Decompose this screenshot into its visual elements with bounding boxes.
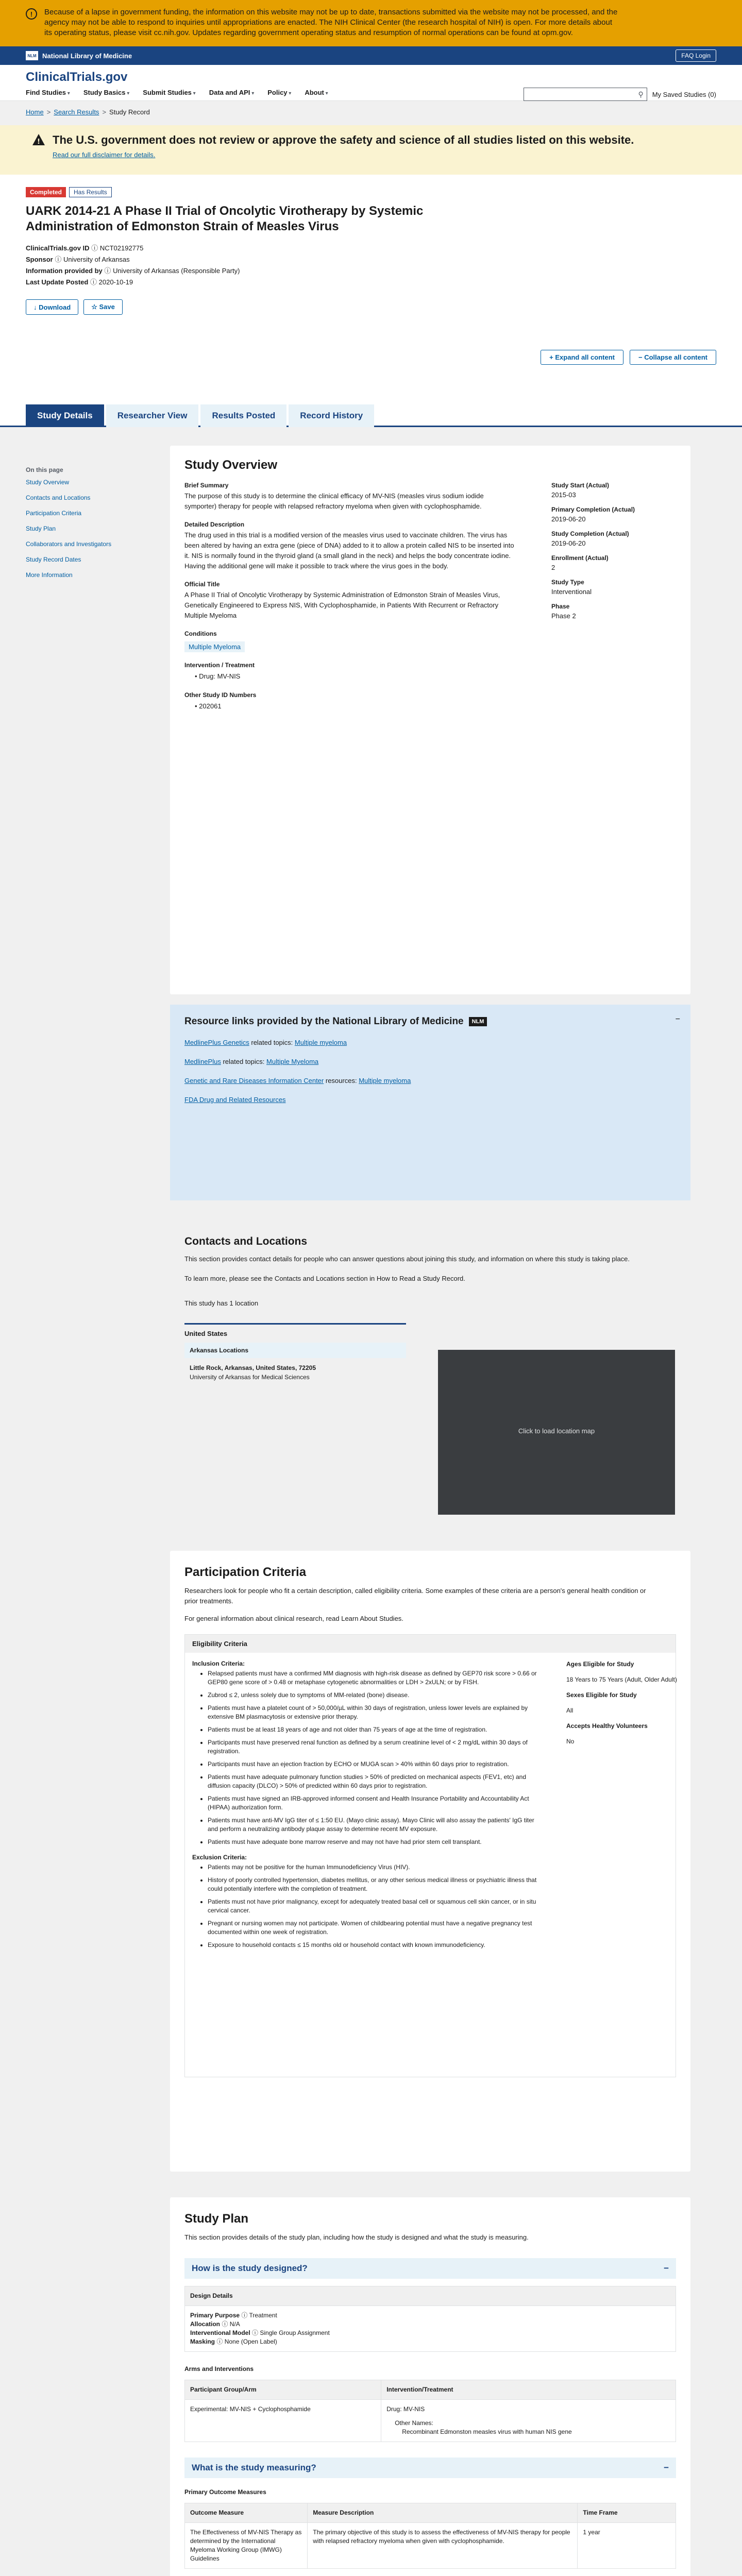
eligibility-content [185,1653,546,1961]
faq-login-link[interactable]: FAQ Login [676,49,716,62]
outcome-table [184,2503,676,2569]
exclusion-item: • Exposure to household contacts ≤ 15 months old or household contact with known immunodeficiency. [208,1941,538,1950]
contacts-learn: To learn more, please see the Contacts and Locations section in How to Read a Study Record. [184,1275,465,1282]
arms-table [184,2380,676,2442]
design-label: Interventional Model [190,2329,250,2336]
nav-policy[interactable]: Policy ▾ [267,89,291,96]
toc-record-dates[interactable]: Study Record Dates [26,556,81,563]
criteria-heading: Participation Criteria [184,1565,307,1579]
design-accordion-title: How is the study designed? [192,2263,308,2273]
study-overview [170,446,690,994]
brief-summary: The purpose of this study is to determine the clinical efficacy of MV-NIS (measles virus sodium iodide symporter) therapy for people with relapsed refractory myeloma when given with cyclophosphamide. [184,492,484,510]
resources-heading-text: Resource links provided by the National Library of Medicine [184,1016,464,1027]
criteria-intro: Researchers look for people who fit a certain description, called eligibility criteria. Some examples of these criteria are a person's general health condition or prior treatments. [184,1587,646,1605]
design-label: Primary Purpose [190,2312,240,2319]
page-toc [26,466,129,587]
tab-researcher-view[interactable]: Researcher View [106,404,199,427]
brief-label: Brief Summary [184,482,229,489]
participation-criteria [170,1551,690,2172]
official-title: A Phase II Trial of Oncolytic Virotherapy by Systemic Administration of Edmonston Strain of Measles Virus, Genetically Engineered to Express NIS, With Cyclophosphamide, in Patients With Recurrent or Refractory Multiple Myeloma [184,591,500,619]
design-head: Design Details [185,2286,676,2306]
svg-text:!: ! [37,138,40,146]
design-details [185,2306,676,2352]
other-id: 202061 [199,702,222,710]
bookmark-icon: ☆ [91,303,97,311]
inclusion-label: Inclusion Criteria: [192,1660,245,1667]
inclusion-item: • Participants must have an ejection fraction by ECHO or MUGA scan > 40% within 60 days prior to registration. [208,1760,538,1769]
resource-link[interactable]: MedlinePlus [184,1058,221,1065]
minus-icon: − [638,353,643,361]
location-list [184,1323,406,1387]
eligibility-facts [566,1660,690,1753]
download-icon: ↓ [33,303,37,311]
resource-link[interactable]: Genetic and Rare Diseases Information Center [184,1077,324,1084]
design-value: Treatment [249,2312,277,2319]
eligibility-fact-label: Accepts Healthy Volunteers [566,1722,648,1730]
official-label: Official Title [184,581,220,588]
study-meta [26,243,716,288]
resource-item [184,1077,676,1084]
nlm-tag: NLM [469,1017,487,1026]
breadcrumb-separator: > [46,108,51,116]
location-name: University of Arkansas for Medical Sciences [190,1374,310,1381]
info-icon: ⓘ [216,2338,223,2345]
last-update-label: Last Update Posted [26,278,89,286]
detailed-description: The drug used in this trial is a modified version of the measles virus used to vaccinate children. The virus has been altered by having an extra gene (piece of DNA) added to it to allow a protein called NIS to be inserted into it. NIS is normally found in the thyroid gland (a small gland in the neck) and helps the body concentrate iodine. Having the additional gene will make it possible to track where the virus goes in the body. [184,531,514,570]
warning-icon [32,133,45,146]
disclaimer-link[interactable]: Read our full disclaimer for details. [53,151,156,159]
info-icon: ⓘ [104,267,111,275]
arm-tx: Drug: MV-NIS [386,2405,425,2413]
id-icon: ⓘ [91,244,98,252]
toc-more-info[interactable]: More Information [26,571,73,579]
exclusion-item: • Pregnant or nursing women may not participate. Women of childbearing potential must have a negative pregnancy test documented within one week of registration. [208,1919,538,1937]
design-label: Allocation [190,2320,221,2328]
location-address: Little Rock, Arkansas, United States, 72205 [190,1364,316,1371]
location-item[interactable] [184,1358,406,1387]
outcome-measure: The Effectiveness of MV-NIS Therapy as determined by the International Myeloma Working Group (IMWG) Guidelines [185,2523,308,2569]
sponsor-label: Sponsor [26,256,53,263]
fact-value: Interventional [551,588,592,596]
fact-label: Study Start (Actual) [551,482,610,489]
breadcrumb [26,101,716,123]
results-badge: Has Results [69,187,112,197]
design-label: Masking [190,2338,215,2345]
study-header [0,175,742,396]
arm-intervention-cell [381,2400,676,2442]
contacts-intro: This section provides contact details for people who can answer questions about joining this study, and information on where this study is taking place. [184,1255,630,1263]
outcome-description: The primary objective of this study is to assess the effectiveness of MV-NIS therapy for people with relapsed refractory myeloma when given with cyclophosphamide. [308,2523,578,2569]
sponsor-info-icon: ⓘ [55,256,62,263]
nav-find-studies[interactable]: Find Studies ▾ [26,89,70,96]
site-title[interactable]: ClinicalTrials.gov [26,70,128,84]
collapse-icon[interactable]: − [675,1015,680,1024]
info-provider: University of Arkansas (Responsible Party) [113,267,240,275]
eligibility-fact-label: Ages Eligible for Study [566,1660,634,1668]
resource-meta: related topics: [223,1058,265,1065]
inclusion-item: • Patients must have adequate bone marrow reserve and may not have had prior stem cell transplant. [208,1838,538,1846]
expand-label: Expand all content [555,353,615,361]
exclusion-list [192,1863,538,1950]
intervention-item: • Drug: MV-NIS [195,672,241,680]
resource-item [184,1096,676,1104]
design-value: Single Group Assignment [260,2329,330,2336]
study-plan [170,2197,690,2576]
nlm-logo-text: National Library of Medicine [42,52,132,60]
resource-meta: resources: [325,1077,357,1084]
nlm-resources [170,1005,690,1200]
save-label: Save [99,303,115,311]
outcome-label: Primary Outcome Measures [184,2488,266,2496]
exclusion-item: • Patients must not have prior malignancy, except for adequately treated basal cell or squamous cell skin cancer, or in situ cervical cancer. [208,1897,538,1915]
resource-topic[interactable]: Multiple myeloma [294,1039,347,1046]
fact-label: Study Completion (Actual) [551,530,629,537]
header-right [524,88,716,101]
content-column [170,446,690,2576]
resource-meta: related topics: [251,1039,293,1046]
fact-value: 2019-06-20 [551,539,586,547]
eligibility-fact-label: Sexes Eligible for Study [566,1691,637,1699]
overview-left [184,482,514,712]
plan-intro: This section provides details of the study plan, including how the study is designed and what the study is measuring. [184,2233,529,2241]
overview-heading: Study Overview [184,458,278,472]
conditions-label: Conditions [184,630,217,637]
main-nav [26,89,328,96]
inclusion-item: • Relapsed patients must have a confirmed MM diagnosis with high-risk disease as defined by GEP70 risk score > 0.66 or GEP80 gene score of > 0.48 or metaphase cytogenetic abnormalities or LDH > 2xULN; or by FISH. [208,1669,538,1687]
eligibility-fact-value: All [566,1707,574,1714]
my-saved-studies[interactable]: My Saved Studies (0) [652,90,716,98]
design-value: N/A [229,2320,240,2328]
toc-study-overview[interactable]: Study Overview [26,479,70,486]
expand-actions [541,350,716,365]
info-icon: ⓘ [222,2320,228,2328]
resources-heading [184,1016,676,1027]
location-state: Arkansas Locations [184,1343,406,1358]
design-value: None (Open Label) [224,2338,277,2345]
toc-collaborators[interactable]: Collaborators and Investigators [26,540,112,548]
fact-label: Enrollment (Actual) [551,554,609,562]
eligibility-heading: Eligibility Criteria [185,1635,676,1653]
fact-label: Study Type [551,579,584,586]
outcome-col-head: Measure Description [308,2503,578,2523]
resource-topic[interactable]: Multiple myeloma [359,1077,411,1084]
fact-value: 2015-03 [551,491,576,499]
arm-tx-name: Recombinant Edmonston measles virus with human NIS gene [402,2428,572,2435]
detailed-label: Detailed Description [184,521,245,528]
study-actions [26,299,716,315]
fact-value: 2019-06-20 [551,515,586,523]
inclusion-item: • Patients must have adequate pulmonary function studies > 50% of predicted on mechanical aspects (FEV1, etc) and diffusion capacity (DLCO) > 50% of predicted within 60 days prior to registration. [208,1773,538,1790]
inclusion-list [192,1669,538,1846]
breadcrumb-search-results[interactable]: Search Results [54,108,99,116]
exclusion-item: • Patients may not be positive for the human Immunodeficiency Virus (HIV). [208,1863,538,1872]
breadcrumb-home[interactable]: Home [26,108,44,116]
nav-submit-studies[interactable]: Submit Studies ▾ [143,89,195,96]
inclusion-item: • Participants must have preserved renal function as defined by a serum creatinine level of < 2 mg/dL within 30 days of registration. [208,1738,538,1756]
minus-icon: − [664,2463,669,2472]
collapse-all-button[interactable] [630,350,716,365]
shutdown-banner [0,0,742,46]
toc-heading: On this page [26,466,63,473]
fact-label: Phase [551,603,570,610]
inclusion-item: • Patients must be at least 18 years of age and not older than 75 years of age at the time of registration. [208,1725,538,1734]
arms-col-head: Intervention/Treatment [381,2380,676,2400]
status-badge: Completed [26,187,66,197]
inclusion-item: • Zubrod ≤ 2, unless solely due to symptoms of MM-related (bone) disease. [208,1691,538,1700]
disclaimer-title: The U.S. government does not review or approve the safety and science of all studies listed on this website. [53,133,634,146]
nlm-logo[interactable] [26,51,132,60]
nav-data-api[interactable]: Data and API ▾ [209,89,255,96]
tab-record-history[interactable]: Record History [289,404,374,427]
search-input[interactable] [524,88,647,101]
expand-all-button[interactable] [541,350,623,365]
info-icon: ⓘ [241,2312,248,2319]
arm-tx-other: Other Names: [395,2419,433,2427]
intervention-text: Drug: MV-NIS [199,672,241,680]
other-id-item: • 202061 [195,702,222,710]
plan-heading: Study Plan [184,2212,249,2226]
eligibility-box [184,1634,676,2077]
eligibility-fact-value: No [566,1738,575,1745]
disclaimer-banner [0,125,742,175]
info-icon: ⓘ [252,2329,259,2336]
toc-criteria[interactable]: Participation Criteria [26,510,82,517]
save-button[interactable] [83,299,123,315]
design-accordion[interactable] [184,2258,676,2279]
contacts-heading: Contacts and Locations [184,1235,308,1247]
tab-study-details[interactable]: Study Details [26,404,104,427]
outcome-time: 1 year [578,2523,676,2569]
collapse-label: Collapse all content [644,353,707,361]
resource-item [184,1039,676,1046]
nav-study-basics[interactable]: Study Basics ▾ [83,89,129,96]
update-icon: ⓘ [90,278,97,286]
nlm-bar [0,46,742,65]
inclusion-item: • Patients must have signed an IRB-approved informed consent and Health Insurance Portability and Accountability Act (HIPAA) authorization form. [208,1794,538,1812]
arms-label: Arms and Interventions [184,2365,254,2372]
resource-link[interactable]: MedlinePlus Genetics [184,1039,249,1046]
overview-facts [551,482,675,627]
location-count: This study has 1 location [184,1299,259,1307]
outcome-col-head: Time Frame [578,2503,676,2523]
minus-icon: − [664,2263,669,2273]
body-area [0,446,742,2576]
eligibility-fact-value: 18 Years to 75 Years (Adult, Older Adult) [566,1676,677,1683]
search-icon[interactable]: ⚲ [638,90,644,98]
condition-chip[interactable]: Multiple Myeloma [184,641,245,652]
inclusion-item: • Patients must have a platelet count of > 50,000/µL within 30 days of registration, unless lower levels are explained by extensive BM plasmacytosis or extensive prior therapy. [208,1704,538,1721]
study-id: NCT02192775 [99,244,144,252]
criteria-general: For general information about clinical research, read Learn About Studies. [184,1615,403,1622]
tab-bar [0,396,742,427]
map-label: Click to load location map [518,1427,595,1435]
design-table [184,2286,676,2352]
study-title: UARK 2014-21 A Phase II Trial of Oncolytic Virotherapy by Systemic Administration of Edmonston Strain of Measles Virus [26,204,424,233]
alert-icon: ! [26,8,37,20]
nav-about[interactable]: About ▾ [305,89,328,96]
measure-accordion[interactable] [184,2458,676,2478]
arms-col-head: Participant Group/Arm [185,2380,381,2400]
location-country: United States [184,1330,228,1337]
last-update: 2020-10-19 [98,278,133,286]
contacts-locations [170,1221,690,1540]
inclusion-item: • Patients must have anti-MV IgG titer of ≤ 1:50 EU. (Mayo clinic assay). Mayo Clinic will also assay the patients' IgG titer and perform a neutralizing antibody plaque assay to determine recent MV exposure. [208,1816,538,1834]
intervention-label: Intervention / Treatment [184,662,255,669]
tab-results-posted[interactable]: Results Posted [200,404,286,427]
toc-study-plan[interactable]: Study Plan [26,525,56,532]
resource-item [184,1058,676,1065]
download-label: Download [39,303,71,311]
study-sponsor: University of Arkansas [63,256,130,263]
id-label: ClinicalTrials.gov ID [26,244,90,252]
toc-contacts[interactable]: Contacts and Locations [26,494,91,501]
download-button[interactable] [26,299,78,315]
fact-label: Primary Completion (Actual) [551,506,635,513]
arm-cell: Experimental: MV-NIS + Cyclophosphamide [185,2400,381,2442]
breadcrumb-separator: > [102,108,107,116]
breadcrumb-current: Study Record [109,108,150,116]
outcome-col-head: Outcome Measure [185,2503,308,2523]
other-ids-label: Other Study ID Numbers [184,691,257,699]
plus-icon: + [549,353,553,361]
shutdown-text: Because of a lapse in government funding, the information on this website may not be up to date, transactions submitted via the website may not be processed, and the agency may not be able to respond to inquiries until appropriations are enacted. The NIH Clinical Center (the research hospital of NIH) is open. For more details about its operating status, please visit cc.nih.gov. Updates regarding government operating status and resumption of normal operations can be found at opm.gov. [44,8,618,37]
resource-topic[interactable]: Multiple Myeloma [266,1058,319,1065]
nlm-logo-icon: NLM [26,51,38,60]
fact-value: Phase 2 [551,612,576,620]
measure-accordion-title: What is the study measuring? [192,2463,316,2472]
exclusion-label: Exclusion Criteria: [192,1854,247,1861]
location-map[interactable] [438,1350,675,1515]
site-header [0,65,742,101]
resource-link[interactable]: FDA Drug and Related Resources [184,1096,286,1104]
exclusion-item: • History of poorly controlled hypertension, diabetes mellitus, or any other serious medical illness or psychiatric illness that could potentially interfere with the completion of treatment. [208,1876,538,1893]
info-label: Information provided by [26,267,103,275]
fact-value: 2 [551,564,555,571]
